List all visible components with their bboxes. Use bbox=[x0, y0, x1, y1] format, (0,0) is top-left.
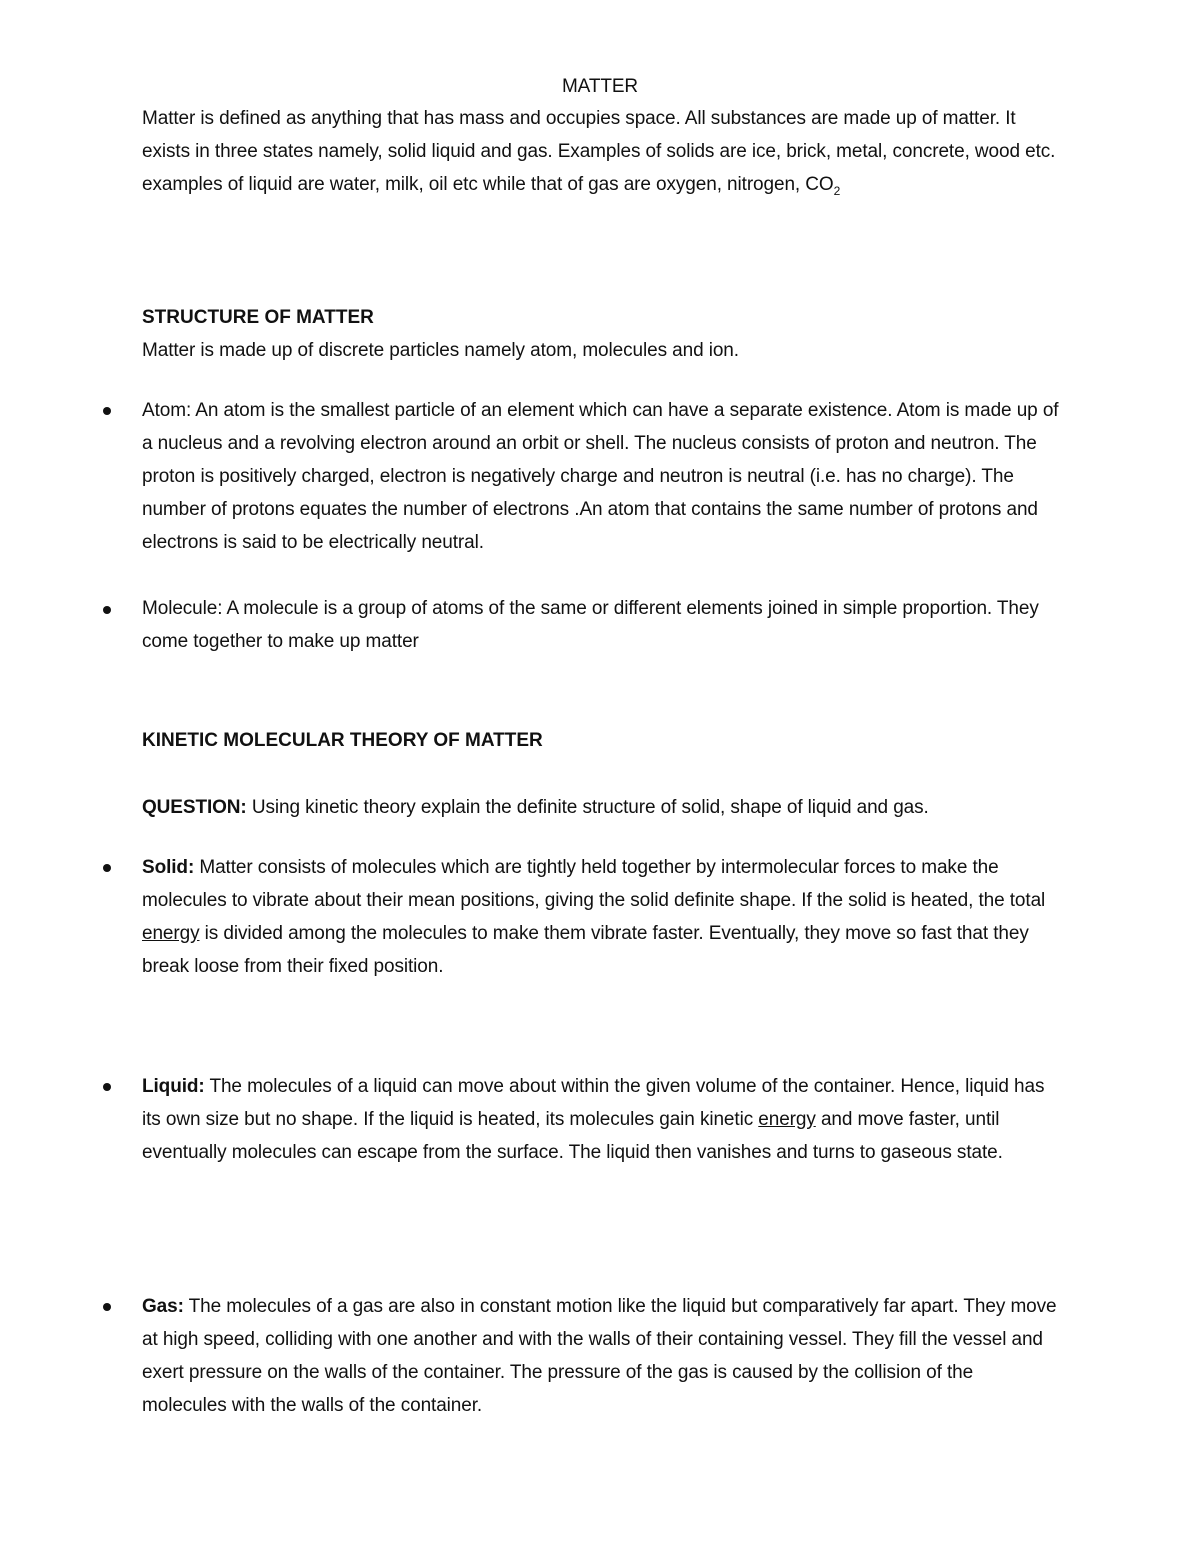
bullet-icon bbox=[103, 1303, 111, 1311]
molecule-item: Molecule: A molecule is a group of atoms of the same or different elements joined in simple proportion. They come together to make up matter bbox=[142, 598, 1039, 652]
liquid-text-after: and move faster, until eventually molecules can escape from the surface. The liquid then vanishes and turns to gaseous state. bbox=[142, 1109, 1003, 1163]
structure-heading: STRUCTURE OF MATTER bbox=[142, 307, 374, 328]
bullet-icon bbox=[103, 864, 111, 872]
liquid-energy-link[interactable]: energy bbox=[758, 1109, 816, 1130]
intro-text: Matter is defined as anything that has mass and occupies space. All substances are made up of matter. It exists in three states namely, solid liquid and gas. Examples of solids are ice, brick, metal, concrete, wood etc. examples of liquid are water, milk, oil etc while that of gas are oxygen, nitrogen, CO bbox=[142, 108, 1056, 195]
intro-subscript: 2 bbox=[833, 183, 841, 198]
question-text: Using kinetic theory explain the definite structure of solid, shape of liquid and gas. bbox=[246, 797, 929, 818]
solid-text-after: is divided among the molecules to make them vibrate faster. Eventually, they move so fast that they break loose from their fixed position. bbox=[142, 923, 1029, 977]
structure-paragraph: Matter is made up of discrete particles namely atom, molecules and ion. bbox=[142, 340, 739, 361]
solid-text-before: Matter consists of molecules which are tightly held together by intermolecular forces to make the molecules to vibrate about their mean positions, giving the solid definite shape. If the solid is heated, the total bbox=[142, 857, 1046, 911]
atom-item: Atom: An atom is the smallest particle of an element which can have a separate existence. Atom is made up of a nucleus and a revolving electron around an orbit or shell. The nucleus consists of proton and neutron. The proton is positively charged, electron is negatively charge and neutron is neutral (i.e. has no charge). The number of protons equates the number of electrons .An atom that contains the same number of protons and electrons is said to be electrically neutral. bbox=[142, 400, 1059, 553]
gas-text: The molecules of a gas are also in constant motion like the liquid but comparatively far apart. They move at high speed, colliding with one another and with the walls of their containing vessel. They fill the vessel and exert pressure on the walls of the container. The pressure of the gas is caused by the collision of the molecules with the walls of the container. bbox=[142, 1296, 1057, 1416]
bullet-icon bbox=[103, 606, 111, 614]
gas-item bbox=[142, 1290, 1062, 1422]
gas-label: Gas: bbox=[142, 1296, 184, 1317]
intro-paragraph bbox=[142, 102, 1062, 201]
page-title: MATTER bbox=[561, 76, 639, 97]
kinetic-heading: KINETIC MOLECULAR THEORY OF MATTER bbox=[142, 730, 543, 751]
solid-label: Solid: bbox=[142, 857, 195, 878]
solid-energy-link[interactable]: energy bbox=[142, 923, 200, 944]
liquid-item bbox=[142, 1070, 1062, 1169]
question-label: QUESTION: bbox=[142, 797, 247, 818]
liquid-text-before: The molecules of a liquid can move about within the given volume of the container. Hence, liquid has its own size but no shape. If the liquid is heated, its molecules gain kinetic bbox=[142, 1076, 1045, 1130]
bullet-icon bbox=[103, 1083, 111, 1091]
question-paragraph bbox=[142, 791, 1062, 824]
liquid-label: Liquid: bbox=[142, 1076, 205, 1097]
solid-item bbox=[142, 851, 1062, 983]
bullet-icon bbox=[103, 407, 111, 415]
